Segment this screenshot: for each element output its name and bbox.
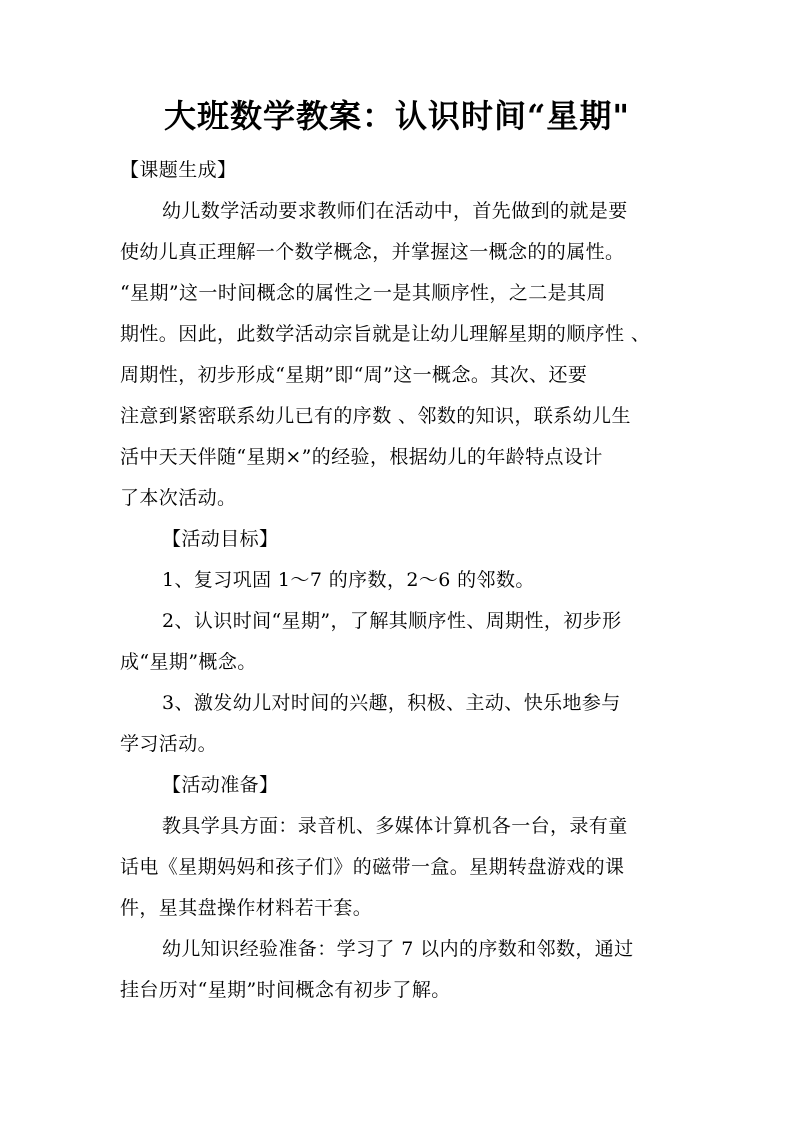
paragraph-line: “星期”这一时间概念的属性之一是其顺序性，之二是其周 (120, 282, 606, 304)
paragraph-line: 期性。因此，此数学活动宗旨就是让幼儿理解星期的顺序性 、 (120, 323, 651, 345)
section-heading-goals: 【活动目标】 (162, 528, 279, 550)
paragraph-line: 幼儿数学活动要求教师们在活动中，首先做到的就是要 (162, 200, 628, 222)
prep-paragraph-line: 件，星其盘操作材料若干套。 (120, 897, 373, 919)
prep-paragraph-line: 教具学具方面：录音机、多媒体计算机各一台，录有童 (162, 815, 628, 837)
prep-paragraph-line: 挂台历对“星期”时间概念有初步了解。 (120, 979, 451, 1001)
goal-item-2: 2、认识时间“星期”，了解其顺序性、周期性，初步形 (162, 610, 622, 632)
paragraph-line: 周期性，初步形成“星期”即“周”这一概念。其次、还要 (120, 364, 588, 386)
section-heading-origin: 【课题生成】 (120, 159, 237, 181)
paragraph-line: 活中天天伴随“星期×”的经验，根据幼儿的年龄特点设计 (120, 446, 603, 468)
section-heading-preparation: 【活动准备】 (162, 774, 279, 796)
goal-item-3-cont: 学习活动。 (120, 733, 218, 755)
paragraph-line: 使幼儿真正理解一个数学概念，并掌握这一概念的的属性。 (120, 241, 625, 263)
goal-item-1: 1、复习巩固 1～7 的序数，2～6 的邻数。 (162, 569, 535, 591)
prep-paragraph-line: 幼儿知识经验准备：学习了 7 以内的序数和邻数，通过 (162, 938, 634, 960)
document-title: 大班数学教案：认识时间“星期" (163, 97, 631, 135)
paragraph-line: 注意到紧密联系幼儿已有的序数 、邻数的知识，联系幼儿生 (120, 405, 631, 427)
paragraph-line: 了本次活动。 (120, 487, 237, 509)
prep-paragraph-line: 话电《星期妈妈和孩子们》的磁带一盒。星期转盘游戏的课 (120, 856, 625, 878)
document-body (120, 150, 676, 1011)
goal-item-2-cont: 成“星期”概念。 (120, 651, 257, 673)
goal-item-3: 3、激发幼儿对时间的兴趣，积极、主动、快乐地参与 (162, 692, 621, 714)
